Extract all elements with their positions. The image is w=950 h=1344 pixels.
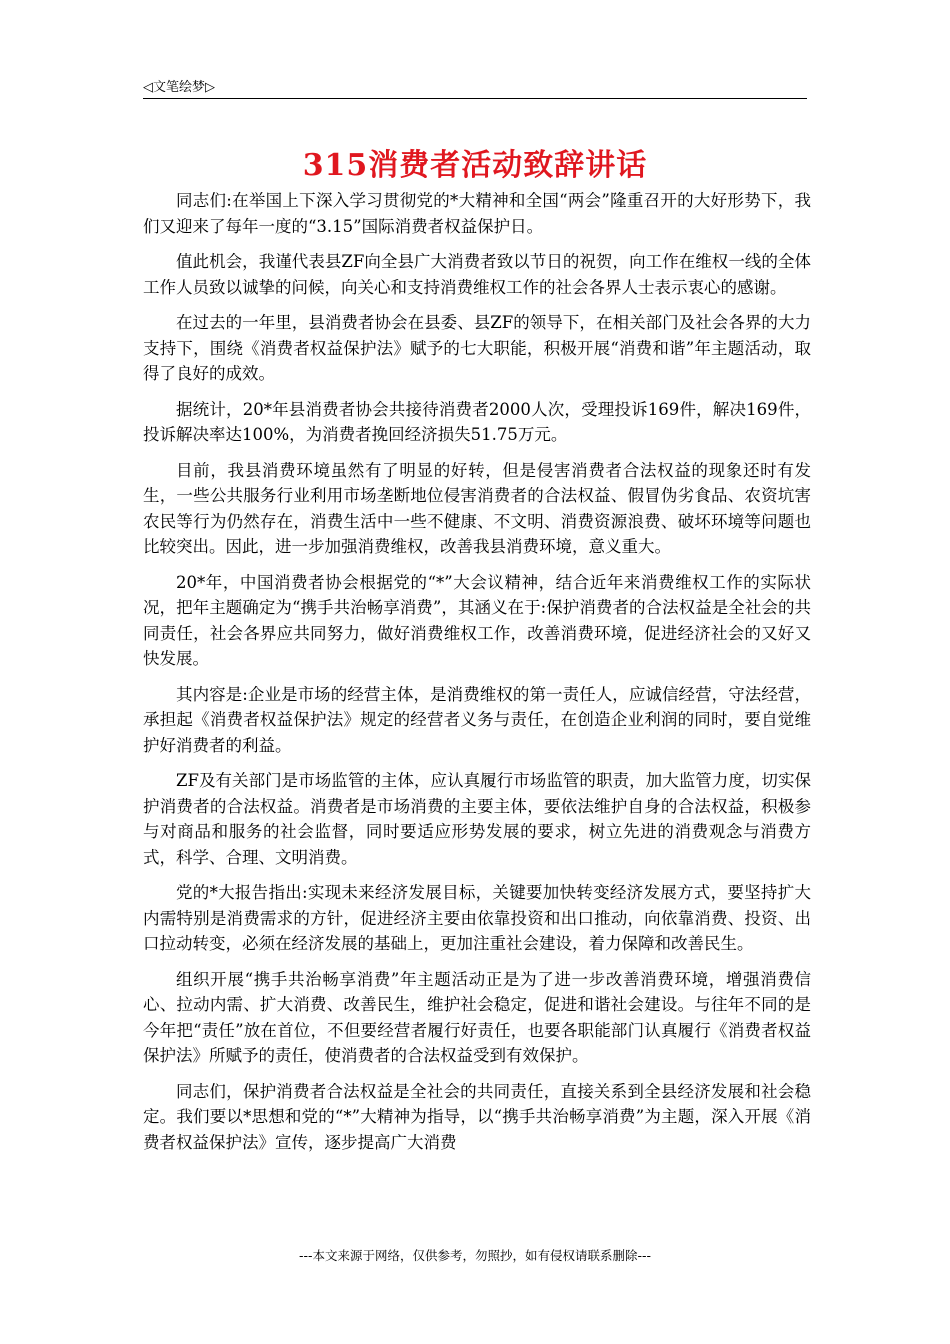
paragraph: 目前，我县消费环境虽然有了明显的好转，但是侵害消费者合法权益的现象还时有发生，一些公共服务行业利用市场垄断地位侵害消费者的合法权益、假冒伪劣食品、农资坑害农民等行为仍然存在，消费生活中一些不健康、不文明、消费资源浪费、破坏环境等问题也比较突出。因此，进一步加强消费维权，改善我县消费环境，意义重大。 [143, 460, 811, 556]
paragraph: 在过去的一年里，县消费者协会在县委、县ZF的领导下，在相关部门及社会各界的大力支持下，围绕《消费者权益保护法》赋予的七大职能，积极开展“消费和谐”年主题活动，取得了良好的成效。 [143, 313, 811, 383]
paragraph: 值此机会，我谨代表县ZF向全县广大消费者致以节日的祝贺，向工作在维权一线的全体工作人员致以诚挚的问候，向关心和支持消费维权工作的社会各界人士表示衷心的感谢。 [143, 252, 811, 297]
paragraph: ZF及有关部门是市场监管的主体，应认真履行市场监管的职责，加大监管力度，切实保护消费者的合法权益。消费者是市场消费的主要主体，要依法维护自身的合法权益，积极参与对商品和服务的社会监督，同时要适应形势发展的要求，树立先进的消费观念与消费方式，科学、合理、文明消费。 [143, 771, 811, 867]
document-title: 315消费者活动致辞讲话 [302, 148, 648, 183]
paragraph: 据统计，20*年县消费者协会共接待消费者2000人次，受理投诉169件，解决169件，投诉解决率达100%，为消费者挽回经济损失51.75万元。 [143, 399, 811, 444]
page-footer-disclaimer: ---本文来源于网络，仅供参考，勿照抄，如有侵权请联系删除--- [298, 1248, 652, 1263]
paragraph: 同志们，保护消费者合法权益是全社会的共同责任，直接关系到全县经济发展和社会稳定。我们要以*思想和党的“*”大精神为指导，以“携手共治畅享消费”为主题，深入开展《消费者权益保护法》宣传，逐步提高广大消费 [143, 1081, 811, 1152]
document-body [143, 188, 811, 1165]
paragraph: 同志们:在举国上下深入学习贯彻党的*大精神和全国“两会”隆重召开的大好形势下，我们又迎来了每年一度的“3.15”国际消费者权益保护日。 [143, 191, 811, 236]
page-header [143, 74, 807, 99]
paragraph: 党的*大报告指出:实现未来经济发展目标，关键要加快转变经济发展方式，要坚持扩大内需特别是消费需求的方针，促进经济主要由依靠投资和出口推动，向依靠消费、投资、出口拉动转变，必须在经济发展的基础上，更加注重社会建设，着力保障和改善民生。 [143, 883, 811, 953]
paragraph: 组织开展“携手共治畅享消费”年主题活动正是为了进一步改善消费环境，增强消费信心、拉动内需、扩大消费、改善民生，维护社会稳定，促进和谐社会建设。与往年不同的是今年把“责任”放在首位，不但要经营者履行好责任，也要各职能部门认真履行《消费者权益保护法》所赋予的责任，使消费者的合法权益受到有效保护。 [143, 969, 811, 1065]
paragraph: 20*年，中国消费者协会根据党的“*”大会议精神，结合近年来消费维权工作的实际状况，把年主题确定为“携手共治畅享消费”，其涵义在于:保护消费者的合法权益是全社会的共同责任，社会各界应共同努力，做好消费维权工作，改善消费环境，促进经济社会的又好又快发展。 [143, 572, 811, 668]
header-logo-text: ◁文笔绘梦▷ [143, 80, 215, 95]
paragraph: 其内容是:企业是市场的经营主体，是消费维权的第一责任人，应诚信经营，守法经营，承担起《消费者权益保护法》规定的经营者义务与责任，在创造企业利润的同时，要自觉维护好消费者的利益。 [143, 684, 811, 755]
